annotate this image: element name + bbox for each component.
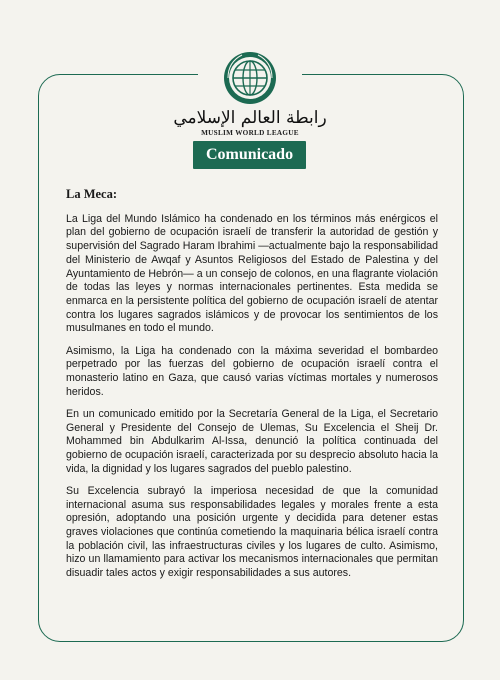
communique-badge: Comunicado xyxy=(193,141,306,169)
paragraph-4: Su Excelencia subrayó la imperiosa necesidad de que la comunidad internacional asuma sus responsabilidades legales y morales frente a esta opresión, adoptando una posición urgente y decidida para detener estas graves violaciones que continúa cometiendo la maquinaria bélica israelí contra la población civil, las infraestructuras civiles y los lugares de culto. Asimismo, hizo un llamamiento para activar los mecanismos internacionales que permitan disuadir tales actos y exigir responsabilidades a sus autores. xyxy=(66,484,438,580)
paragraph-3: En un comunicado emitido por la Secretaría General de la Liga, el Secretario General y Presidente del Consejo de Ulemas, Su Excelencia el Sheij Dr. Mohammed bin Abdulkarim Al-Issa, denunció la política continuada del gobierno de ocupación israelí, caracterizada por su desprecio absoluto hacia la vida, la dignidad y los lugares sagrados del pueblo palestino. xyxy=(66,407,438,475)
article-body xyxy=(66,188,438,589)
org-arabic-name: رابطة العالم الإسلامي xyxy=(173,108,327,128)
paragraph-2: Asimismo, la Liga ha condenado con la máxima severidad el bombardeo perpetrado por las fuerzas del gobierno de ocupación israelí contra el monasterio latino en Gaza, que causó varias víctimas mortales y numerosos heridos. xyxy=(66,344,438,398)
dateline: La Meca: xyxy=(66,187,118,201)
logo xyxy=(173,44,327,152)
paragraph-1: La Liga del Mundo Islámico ha condenado en los términos más enérgicos el plan del gobierno de ocupación israelí de transferir la autoridad de gestión y supervisión del Sagrado Haram Ibrahimi —actualmente bajo la responsabilidad del Ministerio de Awqaf y Asuntos Religiosos del Estado de Palestina y del Ayuntamiento de Hebrón— a un consejo de colonos, en una flagrante violación de todas las leyes y normas internacionales pertinentes. Esta medida se enmarca en la persistente política del gobierno de ocupación israelí de atentar contra los lugares sagrados islámicos y de provocar los sentimientos de los musulmanes en todo el mundo. xyxy=(66,212,438,335)
org-name: MUSLIM WORLD LEAGUE xyxy=(201,129,299,137)
globe-wreath-icon xyxy=(222,50,278,106)
